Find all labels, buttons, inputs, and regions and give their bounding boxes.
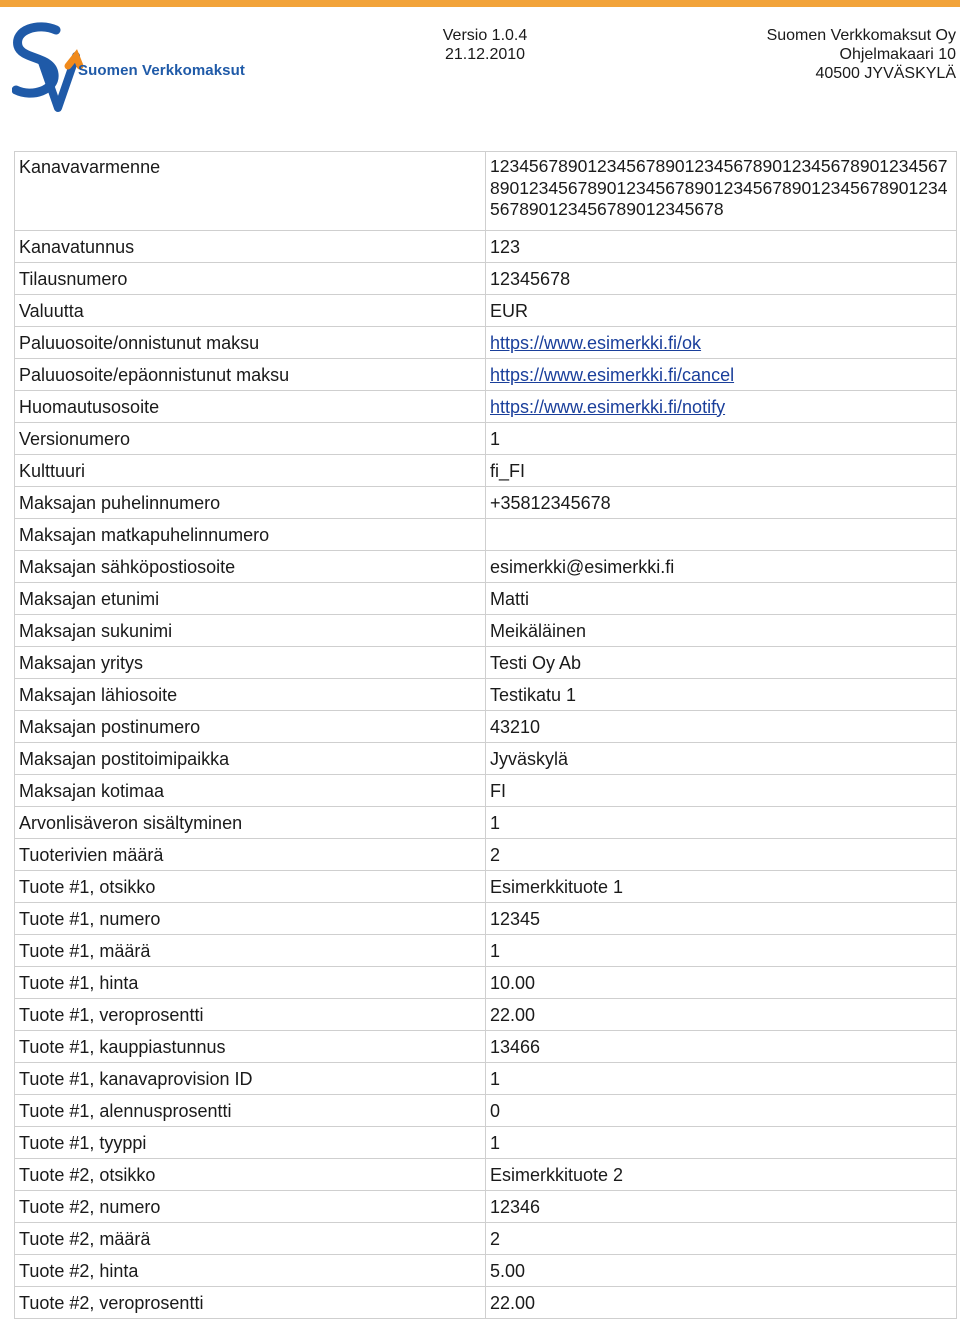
logo-wordmark: Suomen Verkkomaksut <box>78 62 245 79</box>
field-label: Maksajan puhelinnumero <box>15 487 486 519</box>
field-label: Tuote #2, hinta <box>15 1255 486 1287</box>
field-value: Esimerkkituote 2 <box>486 1159 957 1191</box>
table-row <box>15 967 957 999</box>
field-label: Tuote #1, määrä <box>15 935 486 967</box>
table-row <box>15 583 957 615</box>
table-row <box>15 1031 957 1063</box>
table-row <box>15 391 957 423</box>
field-value: 1234567890123456789012345678901234567890123456789012345678901234567890123456789012345678901234567890123456789012345678 <box>486 152 957 231</box>
field-label: Kulttuuri <box>15 455 486 487</box>
table-row <box>15 295 957 327</box>
table-row <box>15 903 957 935</box>
field-label: Maksajan kotimaa <box>15 775 486 807</box>
field-label: Tuote #1, kauppiastunnus <box>15 1031 486 1063</box>
field-label: Tuote #1, hinta <box>15 967 486 999</box>
field-value: 123 <box>486 231 957 263</box>
version-info <box>380 26 590 64</box>
field-value: 1 <box>486 423 957 455</box>
field-label: Tuote #2, veroprosentti <box>15 1287 486 1319</box>
payment-parameters-table <box>14 151 957 1319</box>
field-value <box>486 519 957 551</box>
field-value: 1 <box>486 1063 957 1095</box>
field-value: 1 <box>486 807 957 839</box>
table-row <box>15 1191 957 1223</box>
table-row <box>15 1223 957 1255</box>
table-row <box>15 935 957 967</box>
field-label: Paluuosoite/epäonnistunut maksu <box>15 359 486 391</box>
field-value: 1 <box>486 1127 957 1159</box>
field-value <box>486 327 957 359</box>
field-value: 13466 <box>486 1031 957 1063</box>
company-street: Ohjelmakaari 10 <box>839 46 956 63</box>
field-value: fi_FI <box>486 455 957 487</box>
table-row <box>15 327 957 359</box>
table-row <box>15 1159 957 1191</box>
table-row <box>15 551 957 583</box>
field-label: Maksajan postinumero <box>15 711 486 743</box>
field-label: Tuoterivien määrä <box>15 839 486 871</box>
field-label: Maksajan sukunimi <box>15 615 486 647</box>
table-row <box>15 839 957 871</box>
cancel-url-link[interactable]: https://www.esimerkki.fi/cancel <box>490 364 735 385</box>
field-label: Tuote #2, numero <box>15 1191 486 1223</box>
field-label: Tuote #1, kanavaprovision ID <box>15 1063 486 1095</box>
table-row <box>15 1095 957 1127</box>
table-row <box>15 775 957 807</box>
field-label: Tilausnumero <box>15 263 486 295</box>
table-row <box>15 807 957 839</box>
field-label: Tuote #1, numero <box>15 903 486 935</box>
field-value: FI <box>486 775 957 807</box>
field-label: Maksajan matkapuhelinnumero <box>15 519 486 551</box>
field-label: Huomautusosoite <box>15 391 486 423</box>
field-value: +35812345678 <box>486 487 957 519</box>
field-value: 12345678 <box>486 263 957 295</box>
table-row <box>15 647 957 679</box>
field-label: Tuote #2, määrä <box>15 1223 486 1255</box>
table-row <box>15 871 957 903</box>
field-label: Maksajan sähköpostiosoite <box>15 551 486 583</box>
field-label: Tuote #1, veroprosentti <box>15 999 486 1031</box>
field-value: Testikatu 1 <box>486 679 957 711</box>
table-row <box>15 423 957 455</box>
table-row <box>15 263 957 295</box>
notify-url-link[interactable]: https://www.esimerkki.fi/notify <box>490 396 726 417</box>
field-value: 2 <box>486 839 957 871</box>
field-value: 12346 <box>486 1191 957 1223</box>
table-row <box>15 519 957 551</box>
company-address <box>767 26 956 83</box>
field-value: Esimerkkituote 1 <box>486 871 957 903</box>
field-value: EUR <box>486 295 957 327</box>
field-value: 22.00 <box>486 1287 957 1319</box>
field-label: Arvonlisäveron sisältyminen <box>15 807 486 839</box>
field-label: Maksajan yritys <box>15 647 486 679</box>
field-value: 43210 <box>486 711 957 743</box>
table-row <box>15 152 957 231</box>
field-value: 12345 <box>486 903 957 935</box>
field-value: Testi Oy Ab <box>486 647 957 679</box>
company-city: 40500 JYVÄSKYLÄ <box>815 65 956 82</box>
field-label: Valuutta <box>15 295 486 327</box>
field-label: Kanavatunnus <box>15 231 486 263</box>
field-value <box>486 359 957 391</box>
field-value: 22.00 <box>486 999 957 1031</box>
table-row <box>15 1063 957 1095</box>
field-value: Matti <box>486 583 957 615</box>
field-value: Jyväskylä <box>486 743 957 775</box>
field-label: Tuote #1, alennusprosentti <box>15 1095 486 1127</box>
field-label: Tuote #1, otsikko <box>15 871 486 903</box>
field-value <box>486 391 957 423</box>
table-row <box>15 455 957 487</box>
field-value: esimerkki@esimerkki.fi <box>486 551 957 583</box>
field-label: Maksajan postitoimipaikka <box>15 743 486 775</box>
company-name: Suomen Verkkomaksut Oy <box>766 27 956 44</box>
table-row <box>15 1255 957 1287</box>
field-value: 5.00 <box>486 1255 957 1287</box>
version-date: 21.12.2010 <box>444 46 526 63</box>
table-row <box>15 615 957 647</box>
field-value: Meikäläinen <box>486 615 957 647</box>
table-row <box>15 359 957 391</box>
field-label: Paluuosoite/onnistunut maksu <box>15 327 486 359</box>
table-row <box>15 743 957 775</box>
success-url-link[interactable]: https://www.esimerkki.fi/ok <box>490 332 702 353</box>
table-row <box>15 999 957 1031</box>
table-row <box>15 487 957 519</box>
table-row <box>15 679 957 711</box>
field-label: Maksajan lähiosoite <box>15 679 486 711</box>
field-label: Versionumero <box>15 423 486 455</box>
table-row <box>15 711 957 743</box>
field-value: 0 <box>486 1095 957 1127</box>
field-value: 1 <box>486 935 957 967</box>
table-row <box>15 1127 957 1159</box>
field-label: Kanavavarmenne <box>15 152 486 231</box>
field-label: Tuote #2, otsikko <box>15 1159 486 1191</box>
table-row <box>15 231 957 263</box>
version-number: Versio 1.0.4 <box>442 27 528 44</box>
table-row <box>15 1287 957 1319</box>
field-value: 2 <box>486 1223 957 1255</box>
field-label: Tuote #1, tyyppi <box>15 1127 486 1159</box>
field-value: 10.00 <box>486 967 957 999</box>
field-label: Maksajan etunimi <box>15 583 486 615</box>
top-accent-bar <box>0 0 960 7</box>
